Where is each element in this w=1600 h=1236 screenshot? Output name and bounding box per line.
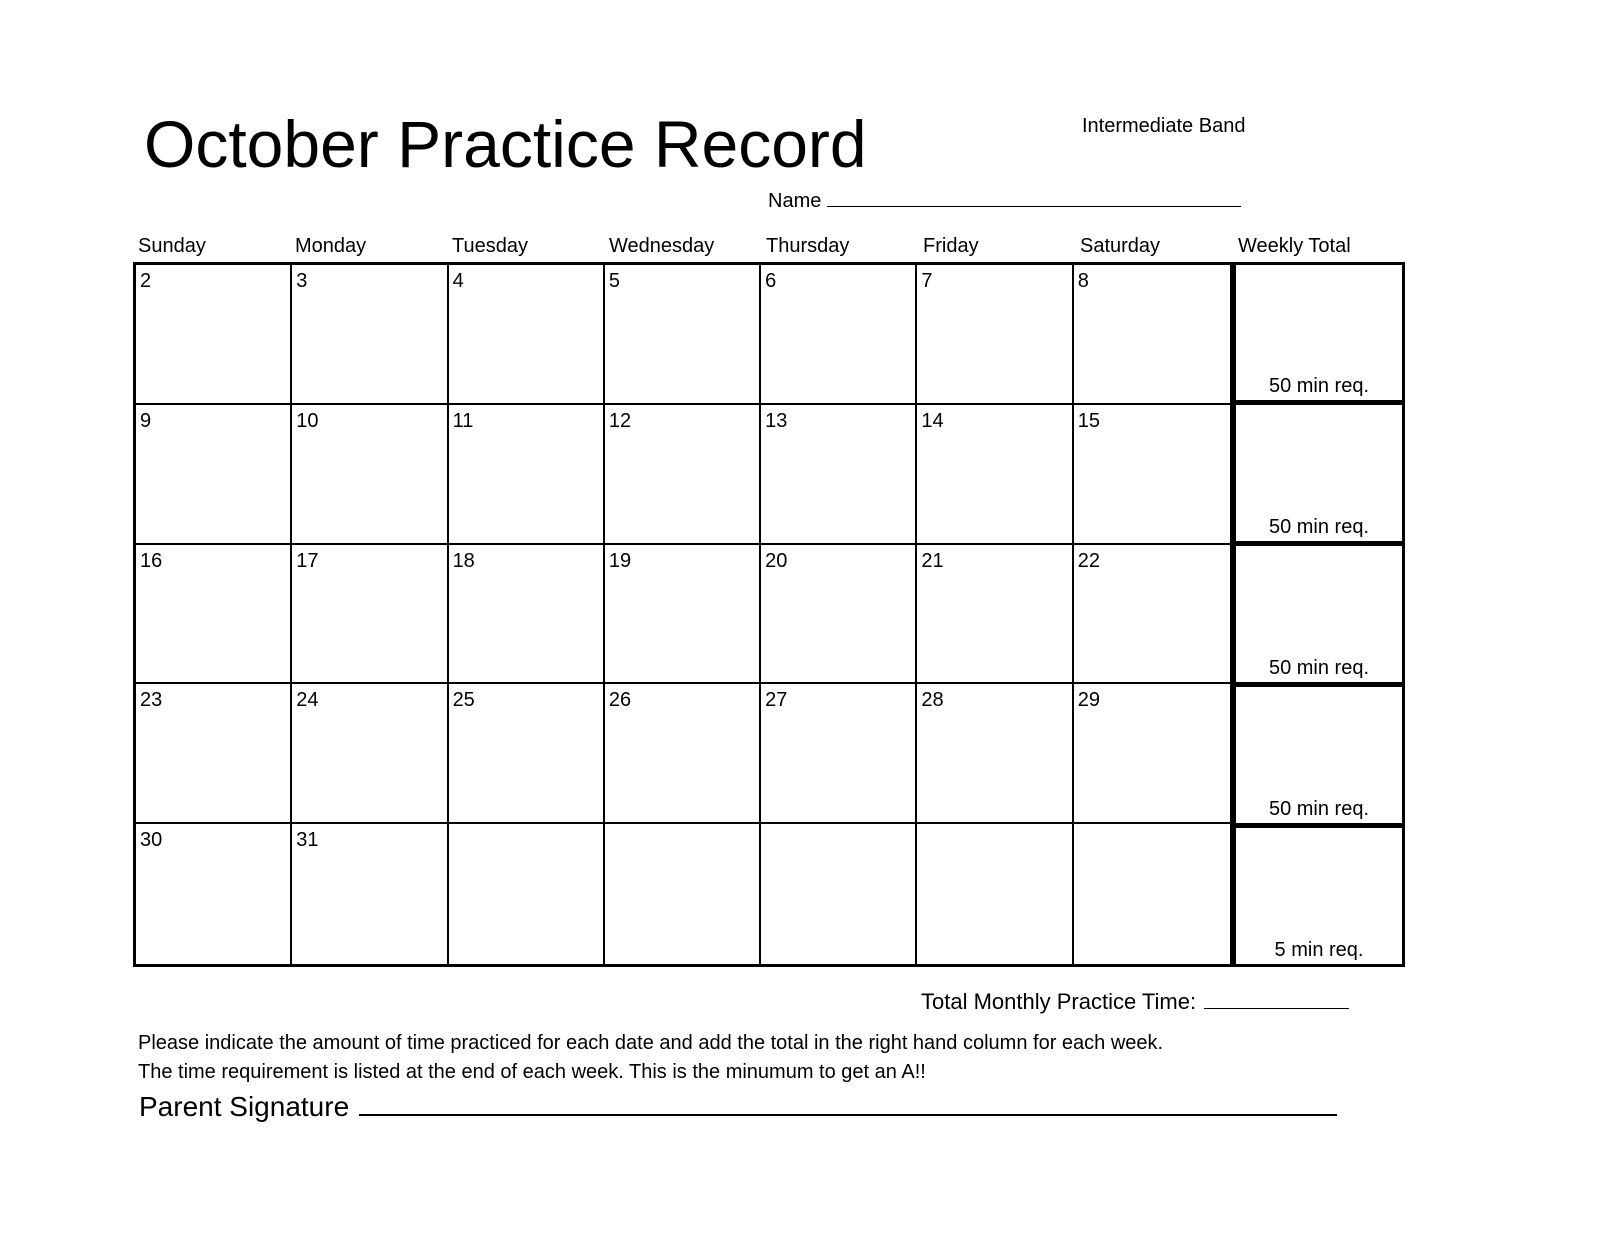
instruction-line: The time requirement is listed at the end of each week. This is the minumum to get an A!! — [138, 1061, 926, 1083]
day-header-monday: Monday — [295, 235, 367, 257]
date-number: 15 — [1077, 409, 1100, 432]
weekly-requirement: 50 min req. — [1268, 516, 1370, 538]
day-cell[interactable] — [1074, 405, 1230, 545]
day-cell[interactable] — [761, 405, 917, 545]
day-cell[interactable] — [1074, 545, 1230, 685]
day-cell[interactable] — [605, 265, 761, 405]
day-header-wednesday: Wednesday — [609, 235, 715, 257]
signature-input[interactable] — [359, 1088, 1337, 1116]
signature-line — [139, 1088, 1337, 1125]
date-number: 20 — [765, 549, 788, 572]
day-header-tuesday: Tuesday — [452, 235, 528, 257]
date-number: 11 — [452, 409, 474, 432]
day-header-sunday: Sunday — [138, 235, 206, 257]
date-number: 30 — [140, 829, 163, 852]
day-cell[interactable] — [605, 684, 761, 824]
day-cell[interactable] — [136, 545, 292, 685]
name-field — [768, 186, 1241, 214]
day-cell[interactable] — [136, 824, 292, 964]
date-number: 14 — [921, 409, 944, 432]
day-cell[interactable] — [136, 405, 292, 545]
day-cell[interactable] — [761, 684, 917, 824]
day-cell[interactable] — [136, 265, 292, 405]
day-cell[interactable] — [917, 684, 1073, 824]
weekly-total-box[interactable] — [1233, 543, 1405, 685]
date-number: 9 — [140, 409, 152, 432]
day-cell[interactable] — [449, 265, 605, 405]
day-cell[interactable] — [292, 265, 448, 405]
page-title: October Practice Record — [144, 107, 867, 181]
date-number: 29 — [1077, 689, 1100, 712]
day-cell[interactable] — [449, 824, 605, 964]
day-cell[interactable] — [917, 824, 1073, 964]
date-number: 31 — [296, 829, 319, 852]
day-cell[interactable] — [761, 545, 917, 685]
name-label: Name — [768, 190, 822, 212]
date-number: 17 — [296, 549, 319, 572]
day-cell[interactable] — [449, 405, 605, 545]
day-cell[interactable] — [136, 684, 292, 824]
monthly-total-input[interactable] — [1204, 988, 1349, 1009]
day-cell[interactable] — [605, 545, 761, 685]
weekly-requirement: 50 min req. — [1268, 798, 1370, 820]
date-number: 23 — [140, 689, 163, 712]
day-cell[interactable] — [761, 265, 917, 405]
date-number: 10 — [296, 409, 319, 432]
date-number: 24 — [296, 689, 319, 712]
weekly-total-box[interactable] — [1233, 684, 1405, 826]
day-cell[interactable] — [1074, 684, 1230, 824]
day-cell[interactable] — [292, 545, 448, 685]
day-cell[interactable] — [917, 265, 1073, 405]
monthly-total-label: Total Monthly Practice Time: — [921, 989, 1197, 1014]
day-cell[interactable] — [1074, 265, 1230, 405]
name-input[interactable] — [827, 186, 1241, 207]
signature-label: Parent Signature — [139, 1091, 350, 1122]
weekly-total-box[interactable] — [1233, 262, 1405, 403]
day-cell[interactable] — [917, 405, 1073, 545]
weekly-totals-column — [1233, 262, 1405, 967]
class-label: Intermediate Band — [1082, 115, 1246, 137]
date-number: 13 — [765, 409, 788, 432]
day-header-saturday: Saturday — [1080, 235, 1161, 257]
day-cell[interactable] — [1074, 824, 1230, 964]
date-number: 28 — [921, 689, 944, 712]
instruction-line: Please indicate the amount of time practiced for each date and add the total in the right hand column for each week. — [138, 1032, 1164, 1054]
date-number: 6 — [765, 270, 777, 292]
day-cell[interactable] — [917, 545, 1073, 685]
weekly-requirement: 50 min req. — [1268, 657, 1370, 679]
date-number: 12 — [608, 409, 632, 432]
day-cell[interactable] — [605, 405, 761, 545]
monthly-total-line — [921, 988, 1349, 1016]
day-cell[interactable] — [605, 824, 761, 964]
day-header-thursday: Thursday — [766, 235, 850, 257]
weekly-total-header: Weekly Total — [1238, 235, 1351, 257]
date-number: 27 — [765, 689, 788, 712]
weekly-requirement: 5 min req. — [1274, 939, 1364, 961]
instructions — [138, 1029, 1163, 1087]
date-number: 7 — [921, 270, 933, 292]
weekly-total-box[interactable] — [1233, 825, 1405, 967]
date-number: 19 — [608, 549, 632, 572]
day-cell[interactable] — [292, 405, 448, 545]
date-number: 18 — [452, 549, 475, 572]
date-number: 21 — [921, 549, 944, 572]
date-number: 16 — [140, 549, 163, 572]
day-cell[interactable] — [292, 684, 448, 824]
day-cell[interactable] — [449, 684, 605, 824]
weekly-requirement: 50 min req. — [1268, 375, 1370, 397]
day-header-friday: Friday — [923, 235, 979, 257]
date-number: 22 — [1077, 549, 1100, 572]
date-number: 5 — [608, 270, 620, 292]
date-number: 4 — [452, 270, 464, 292]
calendar-grid — [133, 262, 1233, 967]
date-number: 25 — [452, 689, 475, 712]
day-cell[interactable] — [761, 824, 917, 964]
date-number: 8 — [1077, 270, 1089, 292]
date-number: 26 — [608, 689, 632, 712]
day-cell[interactable] — [292, 824, 448, 964]
date-number: 2 — [140, 270, 152, 292]
date-number: 3 — [296, 270, 308, 292]
weekly-total-box[interactable] — [1233, 402, 1405, 544]
day-cell[interactable] — [449, 545, 605, 685]
